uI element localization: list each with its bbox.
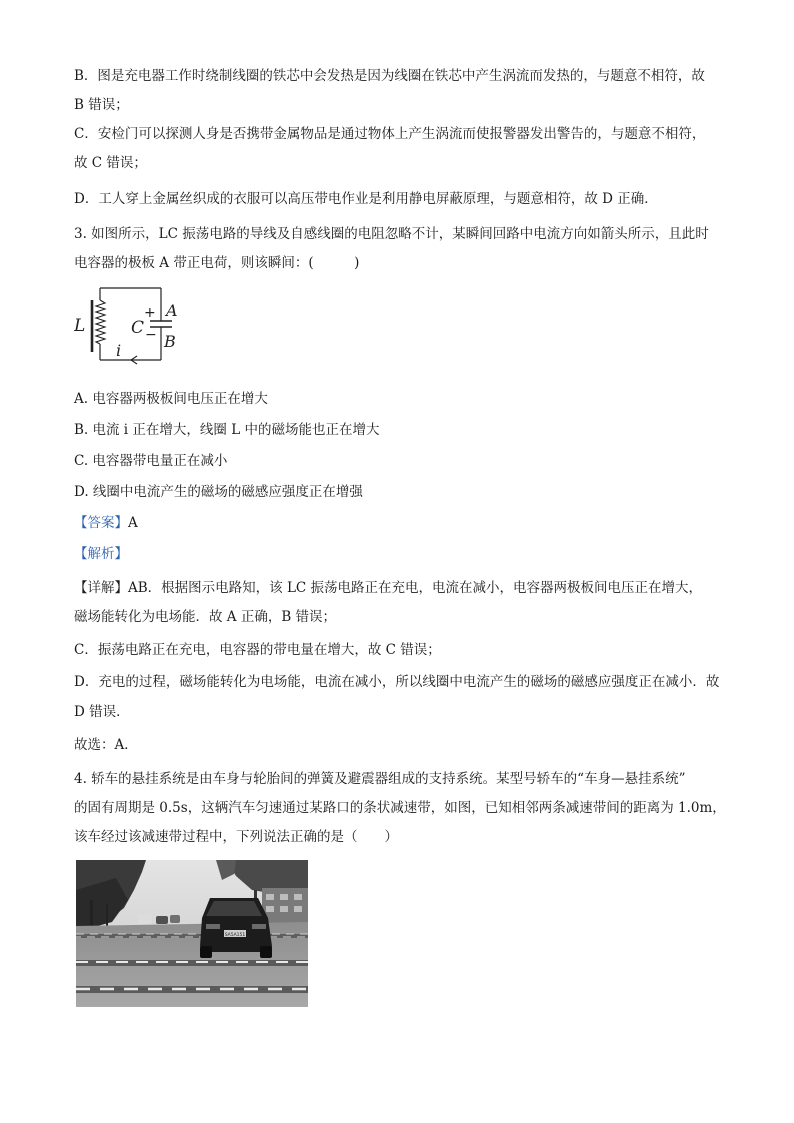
license-plate: SA5A151 bbox=[224, 933, 246, 938]
minus-sign: − bbox=[145, 327, 157, 343]
detail-c: C．振荡电路正在充电，电容器的带电量在增大，故 C 错误； bbox=[74, 642, 441, 658]
detail-line1: 【详解】AB．根据图示电路知，该 LC 振荡电路正在充电，电流在减小，电容器两极板间电压正在增大， bbox=[74, 580, 703, 596]
question-4-line3: 该车经过该减速带过程中，下列说法正确的是（ ） bbox=[74, 829, 398, 845]
option-c-explanation-line2: 故 C 错误； bbox=[74, 155, 147, 171]
answer-value: A bbox=[128, 515, 138, 531]
question-3-line1: 3. 如图所示，LC 振荡电路的导线及自感线圈的电阻忽略不计，某瞬间回路中电流方向如箭头所示，且此时 bbox=[74, 226, 709, 242]
option-b-explanation-line2: B 错误； bbox=[74, 97, 129, 113]
option-c: C. 电容器带电量正在减小 bbox=[74, 453, 228, 469]
lc-circuit-diagram bbox=[74, 282, 194, 377]
car-speed-bump-photo bbox=[76, 860, 308, 1007]
question-3-line2: 电容器的极板 A 带正电荷，则该瞬间：( ) bbox=[74, 255, 360, 271]
plus-sign: + bbox=[144, 305, 156, 321]
option-b-explanation-line1: B．图是充电器工作时绕制线圈的铁芯中会发热是因为线圈在铁芯中产生涡流而发热的，与题意不相符，故 bbox=[74, 68, 705, 84]
option-b: B. 电流 i 正在增大，线圈 L 中的磁场能也正在增大 bbox=[74, 422, 380, 438]
inductor-coil-icon bbox=[96, 300, 105, 344]
label-inductor: L bbox=[74, 316, 86, 336]
question-4-line2: 的固有周期是 0.5s，这辆汽车匀速通过某路口的条状减速带，如图，已知相邻两条减速带间的距离为 1.0m， bbox=[74, 800, 726, 816]
option-d: D. 线圈中电流产生的磁场的磁感应强度正在增强 bbox=[74, 484, 363, 500]
label-capacitor: C bbox=[131, 318, 145, 338]
label-current: i bbox=[116, 341, 122, 360]
question-4-line1: 4. 轿车的悬挂系统是由车身与轮胎间的弹簧及避震器组成的支持系统。某型号轿车的“车身—悬挂系统” bbox=[74, 771, 686, 787]
label-plate-b: B bbox=[164, 332, 176, 351]
option-c-explanation-line1: C．安检门可以探测人身是否携带金属物品是通过物体上产生涡流而使报警器发出警告的，与题意不相符， bbox=[74, 126, 706, 142]
detail-line2: 磁场能转化为电场能．故 A 正确，B 错误； bbox=[74, 609, 337, 625]
answer-tag: 【答案】 bbox=[74, 515, 128, 531]
analysis-tag: 【解析】 bbox=[74, 546, 128, 562]
choice-line: 故选：A． bbox=[74, 737, 138, 753]
option-a: A. 电容器两极板间电压正在增大 bbox=[74, 391, 268, 407]
detail-d-line2: D 错误． bbox=[74, 704, 130, 720]
label-plate-a: A bbox=[166, 301, 178, 320]
detail-d-line1: D．充电的过程，磁场能转化为电场能，电流在减小，所以线圈中电流产生的磁场的磁感应强度正在减小．故 bbox=[74, 674, 720, 690]
answer-line bbox=[74, 513, 728, 533]
car-icon bbox=[200, 898, 272, 958]
option-d-explanation: D．工人穿上金属丝织成的衣服可以高压带电作业是利用静电屏蔽原理，与题意相符，故 D 正确． bbox=[74, 191, 658, 207]
